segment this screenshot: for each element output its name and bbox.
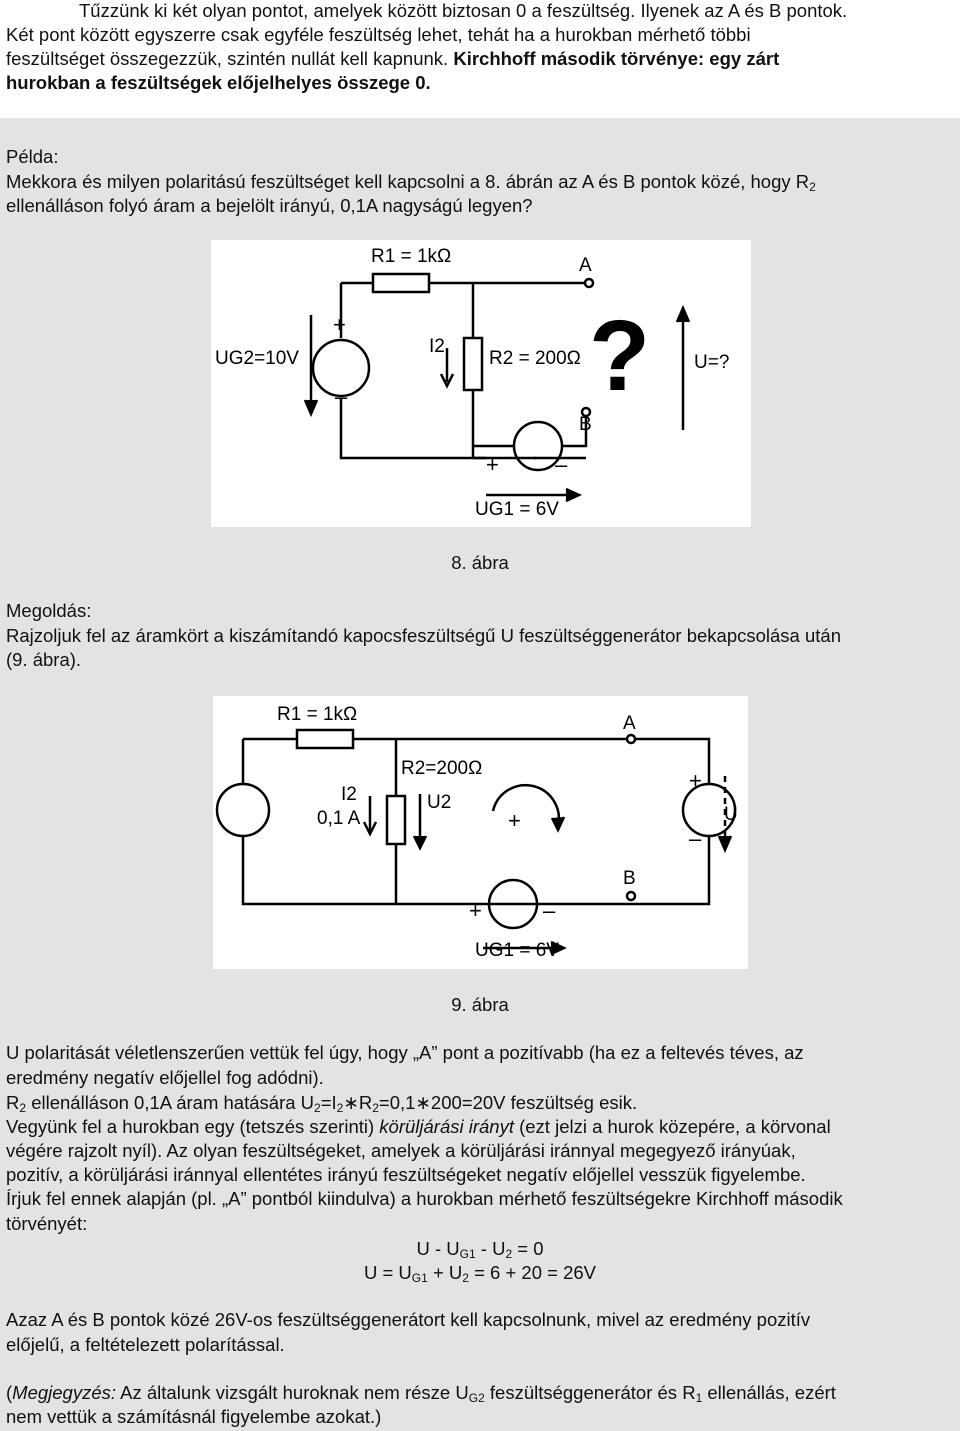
fig8-ug1-label: UG1 = 6V (475, 499, 559, 520)
fig9-ug1-label: UG1 = 6V (475, 940, 559, 961)
example-question-line-1: Mekkora és milyen polaritású feszültséget kell kapcsolni a 8. ábrán az A és B pontok közé, hogy $R_2$ (6, 171, 816, 194)
intro-line-4: hurokban a feszültségek előjelhelyes összege 0. (6, 72, 431, 93)
fig9-i2-label: I2 (341, 784, 357, 805)
example-question-line-2: ellenálláson folyó áram a bejelölt irányú, 0,1A nagyságú legyen? (6, 195, 533, 216)
fig8-r1-label: R1 = 1kΩ (371, 246, 452, 267)
body-p2: $R_2$ ellenálláson 0,1A áram hatására $U_2=I_2∗R_2=0,1∗200=20V$ feszültség esik. (6, 1092, 638, 1115)
body-p3-line-5: törvényét: (6, 1213, 88, 1234)
body-p4-line-1: Azaz A és B pontok közé 26V-os feszültséggenerátort kell kapcsolnunk, mivel az eredmény pozitív (6, 1309, 811, 1330)
fig8-r2-label: R2 = 200Ω (489, 348, 581, 369)
note-line-2: nem vettük a számításnál figyelembe azokat.) (6, 1406, 382, 1427)
equation-1: $U - U_{G1} - U_2 = 0$ (416, 1238, 544, 1261)
figure-9-caption: 9. ábra (451, 994, 509, 1015)
body-p1-line-2: eredmény negatív előjellel fog adódni). (6, 1067, 324, 1088)
fig9-point-b: B (623, 868, 636, 889)
fig8-i2-label: I2 (429, 336, 445, 357)
fig8-ug2-label: UG2=10V (215, 348, 299, 369)
example-heading: Példa: (6, 146, 59, 167)
svg-text:–: – (543, 898, 556, 923)
fig9-u-label: U (724, 804, 738, 825)
figure-9-circuit (213, 696, 748, 969)
body-p3-line-2: végére rajzolt nyíl). Az olyan feszültségeket, amelyek a körüljárási iránnyal megegyező irányúak, (6, 1140, 796, 1161)
svg-text:+: + (508, 808, 521, 833)
fig9-i2-value: 0,1 A (317, 808, 361, 829)
question-mark: ? (589, 300, 651, 412)
solution-line-1: Rajzoljuk fel az áramkört a kiszámítandó kapocsfeszültségű U feszültséggenerátor bekapcsolása után (6, 625, 841, 646)
svg-text:+: + (486, 452, 499, 477)
solution-line-2: (9. ábra). (6, 649, 82, 670)
body-p3-line-1: Vegyünk fel a hurokban egy (tetszés szerinti) körüljárási irányt (ezt jelzi a hurok közepére, a körvonal (6, 1116, 831, 1137)
intro-line-2: Két pont között egyszerre csak egyféle feszültség lehet, tehát ha a hurokban mérhető többi (6, 24, 751, 45)
fig9-r1-label: R1 = 1kΩ (277, 704, 358, 725)
figure-8-circuit (211, 240, 751, 527)
svg-text:–: – (555, 452, 568, 477)
equation-2: $U = U_{G1} + U_2 = 6 + 20 = 26V$ (363, 1262, 596, 1285)
fig8-point-a: A (579, 255, 592, 276)
body-p4-line-2: előjelű, a feltételezett polarítással. (6, 1334, 285, 1355)
fig8-u-label: U=? (694, 352, 730, 373)
fig9-r2-label: R2=200Ω (401, 758, 483, 779)
svg-text:+: + (469, 898, 482, 923)
body-p3-line-4: Írjuk fel ennek alapján (pl. „A” pontból kiindulva) a hurokban mérhető feszültségekre Kirchhoff második (6, 1188, 843, 1209)
figure-8-caption: 8. ábra (451, 552, 509, 573)
intro-line-1: Tűzzünk ki két olyan pontot, amelyek között biztosan 0 a feszültség. Ilyenek az A és B pontok. (79, 0, 848, 21)
fig8-point-b: B (579, 414, 592, 435)
fig9-point-a: A (623, 713, 636, 734)
solution-heading: Megoldás: (6, 600, 92, 621)
svg-text:+: + (689, 768, 702, 793)
body-p3-line-3: pozitív, a körüljárási iránnyal ellentétes irányú feszültségeket negatív előjellel vesszük figyelembe. (6, 1164, 806, 1185)
svg-text:+: + (333, 312, 346, 337)
svg-text:–: – (689, 826, 702, 851)
body-p1-line-1: U polaritását véletlenszerűen vettük fel úgy, hogy „A” pont a pozitívabb (ha ez a feltevés téves, az (6, 1042, 804, 1063)
note-line-1: (Megjegyzés: Az általunk vizsgált huroknak nem része $U_{G2}$ feszültséggenerátor és $R_1$ ellenállás, ezért (6, 1382, 836, 1405)
fig9-u2-label: U2 (427, 792, 452, 813)
svg-text:–: – (335, 384, 348, 409)
intro-line-3: feszültséget összegezzük, szintén nullát kell kapnunk. Kirchhoff második törvénye: egy zárt (6, 48, 780, 69)
